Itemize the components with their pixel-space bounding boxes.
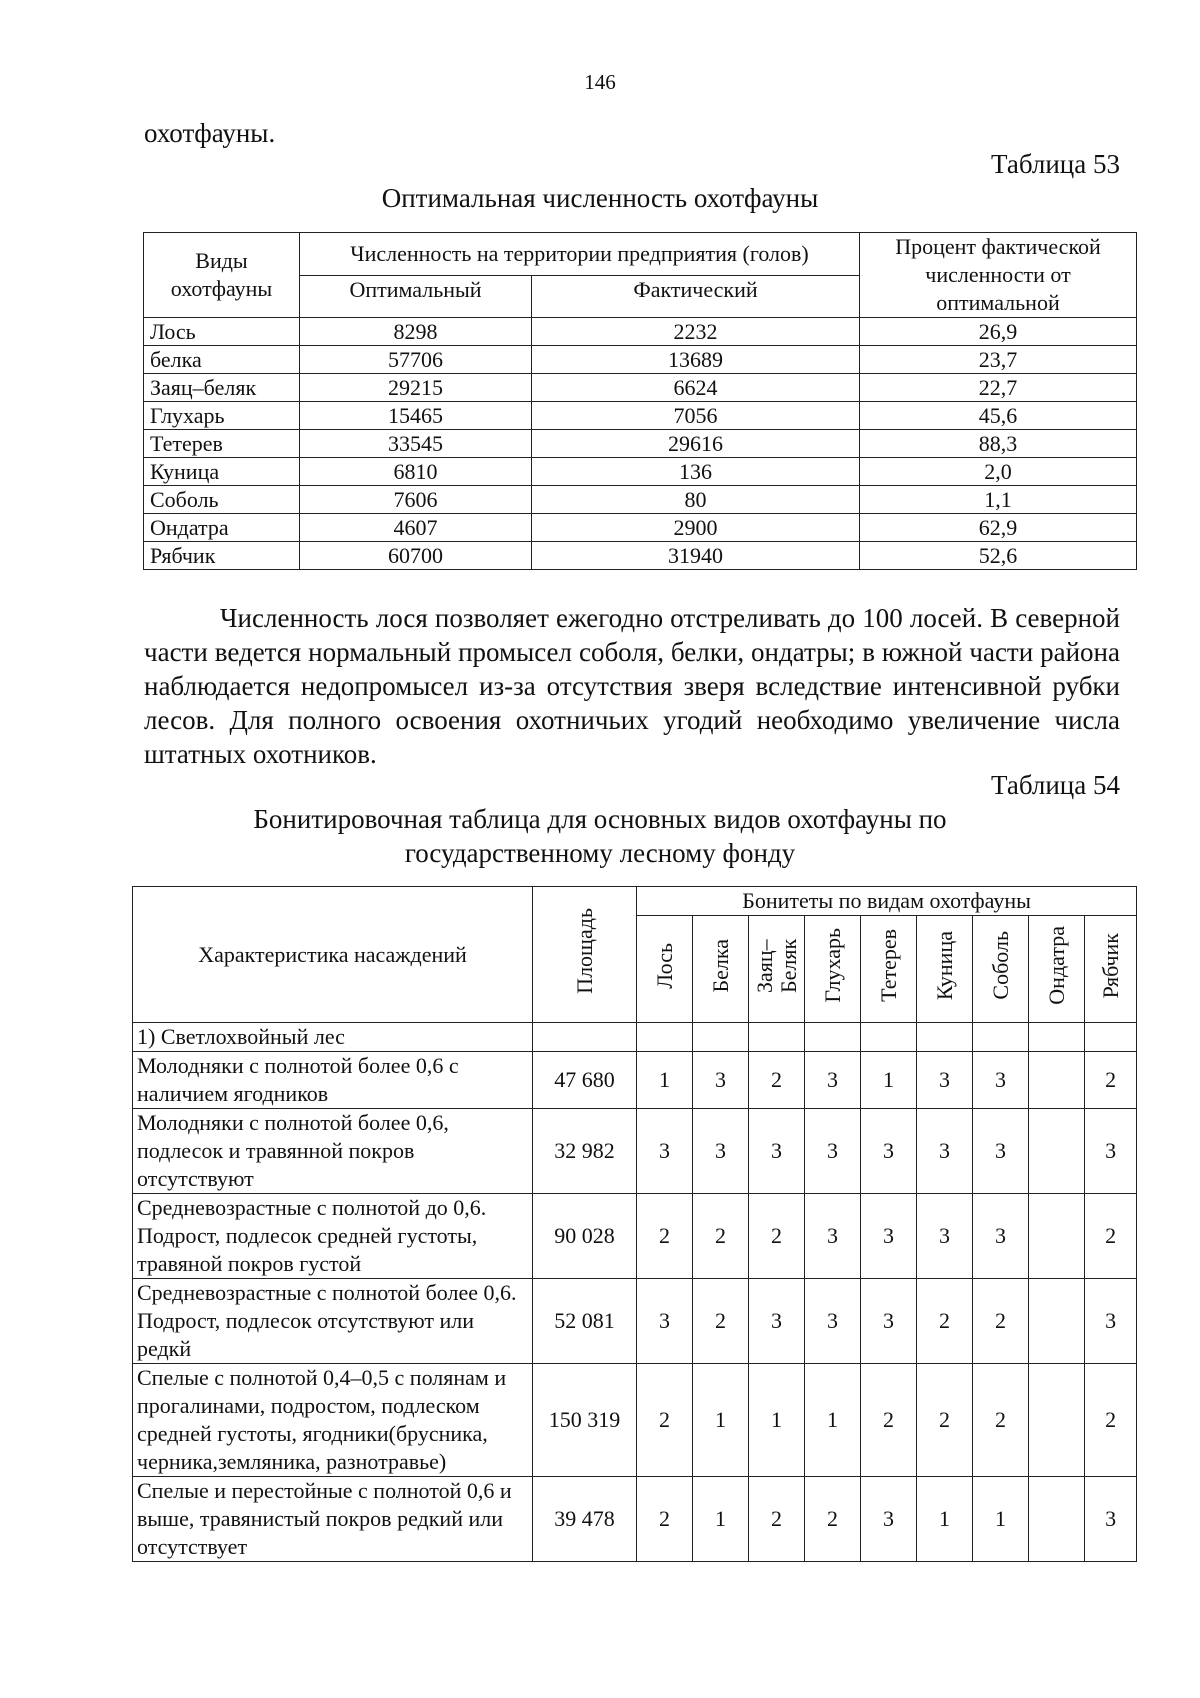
empty-cell bbox=[693, 1023, 749, 1052]
cell-actual: 29616 bbox=[532, 430, 860, 458]
cell-bonitet: 2 bbox=[861, 1364, 917, 1477]
empty-cell bbox=[973, 1023, 1029, 1052]
table-row bbox=[144, 486, 1137, 514]
cell-bonitet: 3 bbox=[861, 1194, 917, 1279]
cell-area: 90 028 bbox=[533, 1194, 637, 1279]
cell-actual: 6624 bbox=[532, 374, 860, 402]
cell-species: Рябчик bbox=[144, 542, 300, 570]
section-label: 1) Светлохвойный лес bbox=[133, 1023, 533, 1052]
cell-optimal: 4607 bbox=[300, 514, 532, 542]
cell-bonitet: 3 bbox=[805, 1109, 861, 1194]
cell-bonitet: 1 bbox=[693, 1477, 749, 1562]
cell-characteristic: Спелые и перестойные с полнотой 0,6 и выше, травянистый покров редкий или отсутствует bbox=[133, 1477, 533, 1562]
cell-bonitet: 2 bbox=[805, 1477, 861, 1562]
header-bonitet-group: Бонитеты по видам охотфауны bbox=[637, 887, 1137, 916]
cell-actual: 2900 bbox=[532, 514, 860, 542]
cell-actual: 80 bbox=[532, 486, 860, 514]
cell-bonitet: 2 bbox=[693, 1279, 749, 1364]
cell-bonitet: 2 bbox=[1085, 1052, 1137, 1109]
cell-optimal: 15465 bbox=[300, 402, 532, 430]
cell-bonitet: 2 bbox=[693, 1194, 749, 1279]
header-species-label: Белка bbox=[707, 938, 733, 993]
table-row bbox=[144, 402, 1137, 430]
cell-species: белка bbox=[144, 346, 300, 374]
table-54-title-line1: Бонитировочная таблица для основных видов охотфауны по bbox=[253, 804, 947, 834]
empty-cell bbox=[805, 1023, 861, 1052]
table-54-number: Таблица 54 bbox=[991, 770, 1120, 800]
cell-characteristic: Молодняки с полнотой более 0,6, подлесок и травянной покров отсутствуют bbox=[133, 1109, 533, 1194]
header-species-col bbox=[693, 916, 749, 1023]
cell-species: Куница bbox=[144, 458, 300, 486]
cell-bonitet: 2 bbox=[917, 1279, 973, 1364]
cell-optimal: 60700 bbox=[300, 542, 532, 570]
cell-percent: 88,3 bbox=[860, 430, 1137, 458]
header-count-group: Численность на территории предприятия (голов) bbox=[300, 233, 860, 276]
cell-bonitet: 1 bbox=[693, 1364, 749, 1477]
cell-optimal: 8298 bbox=[300, 318, 532, 346]
cell-bonitet: 2 bbox=[1085, 1364, 1137, 1477]
table-row bbox=[133, 1052, 1137, 1109]
table-row bbox=[144, 542, 1137, 570]
cell-optimal: 29215 bbox=[300, 374, 532, 402]
cell-optimal: 6810 bbox=[300, 458, 532, 486]
body-paragraph: Численность лося позволяет ежегодно отстреливать до 100 лосей. В северной части ведется нормальный промысел соболя, белки, ондатры; в южной части района наблюдается недопромысел из-за отсутствия зверя вследствие интенсивной рубки лесов. Для полного освоения охотничьих угодий необходимо увеличение числа штатных охотников. bbox=[144, 603, 1120, 769]
cell-bonitet: 2 bbox=[973, 1364, 1029, 1477]
cell-bonitet: 3 bbox=[693, 1052, 749, 1109]
cell-bonitet: 3 bbox=[917, 1109, 973, 1194]
cell-bonitet: 3 bbox=[861, 1109, 917, 1194]
cell-bonitet: 3 bbox=[917, 1194, 973, 1279]
empty-cell bbox=[1029, 1023, 1085, 1052]
cell-actual: 2232 bbox=[532, 318, 860, 346]
cell-percent: 45,6 bbox=[860, 402, 1137, 430]
cell-bonitet: 1 bbox=[749, 1364, 805, 1477]
cell-bonitet bbox=[1029, 1052, 1085, 1109]
cell-percent: 52,6 bbox=[860, 542, 1137, 570]
header-species: Виды охотфауны bbox=[144, 233, 300, 318]
header-species-label: Ондатра bbox=[1043, 926, 1069, 1005]
cell-bonitet bbox=[1029, 1279, 1085, 1364]
cell-optimal: 7606 bbox=[300, 486, 532, 514]
cell-percent: 26,9 bbox=[860, 318, 1137, 346]
cell-species: Тетерев bbox=[144, 430, 300, 458]
table-row bbox=[144, 374, 1137, 402]
header-optimal: Оптимальный bbox=[300, 275, 532, 318]
cell-actual: 13689 bbox=[532, 346, 860, 374]
cell-area: 47 680 bbox=[533, 1052, 637, 1109]
header-area-label: Площадь bbox=[571, 908, 597, 994]
cell-optimal: 57706 bbox=[300, 346, 532, 374]
cell-bonitet: 2 bbox=[917, 1364, 973, 1477]
header-species-col bbox=[749, 916, 805, 1023]
table-53-title: Оптимальная численность охотфауны bbox=[381, 183, 819, 213]
header-species-label: Лось bbox=[651, 942, 677, 989]
header-species-label: Тетерев bbox=[875, 929, 901, 1002]
cell-bonitet: 3 bbox=[1085, 1477, 1137, 1562]
header-characteristic: Характеристика насаждений bbox=[133, 887, 533, 1023]
table-53 bbox=[143, 232, 1137, 570]
cell-bonitet: 3 bbox=[1085, 1279, 1137, 1364]
cell-bonitet: 3 bbox=[1085, 1109, 1137, 1194]
table-row bbox=[144, 346, 1137, 374]
table-row bbox=[133, 1279, 1137, 1364]
cell-percent: 22,7 bbox=[860, 374, 1137, 402]
cell-species: Лось bbox=[144, 318, 300, 346]
empty-cell bbox=[637, 1023, 693, 1052]
table-row bbox=[133, 1477, 1137, 1562]
cell-bonitet bbox=[1029, 1364, 1085, 1477]
cell-area: 32 982 bbox=[533, 1109, 637, 1194]
cell-area: 39 478 bbox=[533, 1477, 637, 1562]
cell-area: 150 319 bbox=[533, 1364, 637, 1477]
header-species-col bbox=[1085, 916, 1137, 1023]
header-species-label: Куница bbox=[931, 930, 957, 1001]
table-row bbox=[133, 1194, 1137, 1279]
header-percent: Процент фактической численности от оптимальной bbox=[860, 233, 1137, 318]
section-row bbox=[133, 1023, 1137, 1052]
cell-bonitet: 3 bbox=[973, 1052, 1029, 1109]
cell-actual: 31940 bbox=[532, 542, 860, 570]
cell-bonitet: 3 bbox=[805, 1279, 861, 1364]
cell-bonitet: 1 bbox=[917, 1477, 973, 1562]
cell-bonitet: 1 bbox=[861, 1052, 917, 1109]
cell-species: Соболь bbox=[144, 486, 300, 514]
lead-text: охотфауны. bbox=[144, 118, 276, 148]
cell-characteristic: Молодняки с полнотой более 0,6 с наличием ягодников bbox=[133, 1052, 533, 1109]
header-species-col bbox=[805, 916, 861, 1023]
cell-species: Глухарь bbox=[144, 402, 300, 430]
cell-bonitet: 3 bbox=[861, 1279, 917, 1364]
table-row bbox=[144, 458, 1137, 486]
cell-species: Ондатра bbox=[144, 514, 300, 542]
cell-bonitet: 3 bbox=[749, 1279, 805, 1364]
cell-bonitet: 2 bbox=[749, 1477, 805, 1562]
cell-bonitet: 3 bbox=[861, 1477, 917, 1562]
header-species-label: Глухарь bbox=[819, 928, 845, 1003]
header-species-col bbox=[1029, 916, 1085, 1023]
cell-bonitet: 2 bbox=[1085, 1194, 1137, 1279]
cell-bonitet: 2 bbox=[637, 1364, 693, 1477]
header-actual: Фактический bbox=[532, 275, 860, 318]
header-species-label: Заяц–Беляк bbox=[751, 938, 801, 993]
header-species-col bbox=[917, 916, 973, 1023]
cell-bonitet: 3 bbox=[637, 1109, 693, 1194]
header-species-col bbox=[973, 916, 1029, 1023]
cell-percent: 2,0 bbox=[860, 458, 1137, 486]
table-54-title bbox=[0, 802, 1200, 870]
header-species-col bbox=[861, 916, 917, 1023]
cell-characteristic: Спелые с полнотой 0,4–0,5 с полянам и прогалинами, подростом, подлеском средней густоты, ягодники(брусника, черника,земляника, разнотравье) bbox=[133, 1364, 533, 1477]
table-row bbox=[144, 318, 1137, 346]
cell-percent: 23,7 bbox=[860, 346, 1137, 374]
cell-bonitet: 3 bbox=[693, 1109, 749, 1194]
cell-actual: 7056 bbox=[532, 402, 860, 430]
cell-bonitet: 2 bbox=[637, 1477, 693, 1562]
cell-bonitet: 2 bbox=[749, 1194, 805, 1279]
table-53-number: Таблица 53 bbox=[991, 149, 1120, 179]
cell-bonitet: 2 bbox=[973, 1279, 1029, 1364]
cell-actual: 136 bbox=[532, 458, 860, 486]
cell-bonitet: 2 bbox=[637, 1194, 693, 1279]
header-species-label: Рябчик bbox=[1097, 932, 1123, 999]
table-row bbox=[144, 430, 1137, 458]
cell-bonitet: 3 bbox=[805, 1194, 861, 1279]
cell-bonitet: 3 bbox=[637, 1279, 693, 1364]
cell-bonitet: 3 bbox=[749, 1109, 805, 1194]
cell-bonitet bbox=[1029, 1477, 1085, 1562]
cell-characteristic: Средневозрастные с полнотой до 0,6. Подрост, подлесок средней густоты, травяной покров густой bbox=[133, 1194, 533, 1279]
cell-bonitet: 1 bbox=[805, 1364, 861, 1477]
table-row bbox=[144, 514, 1137, 542]
cell-bonitet: 1 bbox=[637, 1052, 693, 1109]
cell-percent: 62,9 bbox=[860, 514, 1137, 542]
cell-area: 52 081 bbox=[533, 1279, 637, 1364]
header-area bbox=[533, 887, 637, 1023]
header-species-col bbox=[637, 916, 693, 1023]
empty-cell bbox=[917, 1023, 973, 1052]
cell-optimal: 33545 bbox=[300, 430, 532, 458]
table-54 bbox=[132, 886, 1137, 1562]
cell-bonitet: 3 bbox=[973, 1194, 1029, 1279]
cell-bonitet bbox=[1029, 1194, 1085, 1279]
cell-bonitet: 1 bbox=[973, 1477, 1029, 1562]
cell-characteristic: Средневозрастные с полнотой более 0,6. Подрост, подлесок отсутствуют или редкй bbox=[133, 1279, 533, 1364]
table-54-title-line2: государственному лесному фонду bbox=[404, 838, 796, 868]
page-number: 146 bbox=[584, 70, 616, 94]
table-row bbox=[133, 1364, 1137, 1477]
cell-bonitet: 3 bbox=[973, 1109, 1029, 1194]
header-species-label: Соболь bbox=[987, 931, 1013, 1000]
cell-bonitet bbox=[1029, 1109, 1085, 1194]
cell-percent: 1,1 bbox=[860, 486, 1137, 514]
cell-species: Заяц–беляк bbox=[144, 374, 300, 402]
cell-bonitet: 3 bbox=[805, 1052, 861, 1109]
empty-cell bbox=[533, 1023, 637, 1052]
empty-cell bbox=[861, 1023, 917, 1052]
empty-cell bbox=[749, 1023, 805, 1052]
cell-bonitet: 2 bbox=[749, 1052, 805, 1109]
table-row bbox=[133, 1109, 1137, 1194]
cell-bonitet: 3 bbox=[917, 1052, 973, 1109]
empty-cell bbox=[1085, 1023, 1137, 1052]
